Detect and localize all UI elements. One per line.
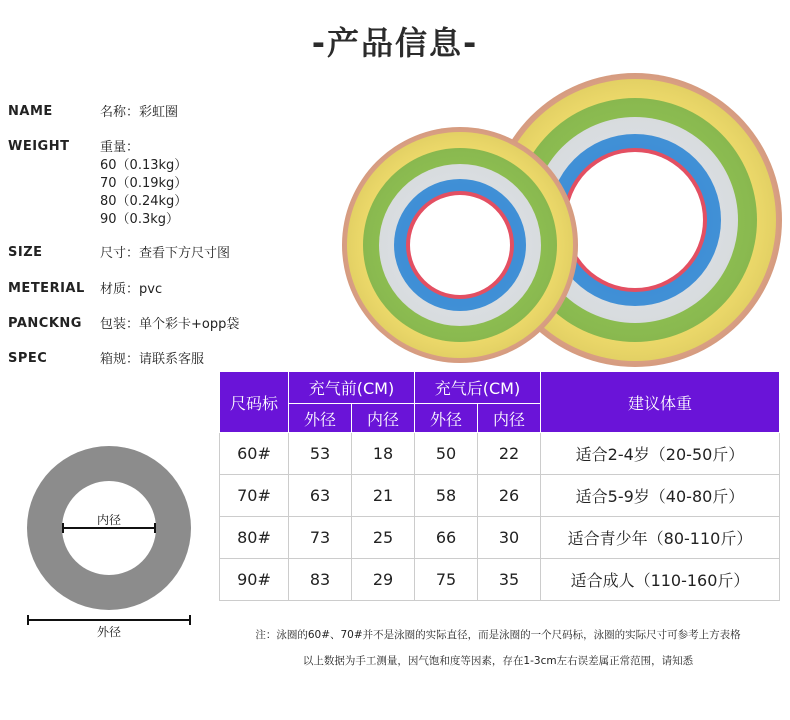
spec-key: SIZE xyxy=(8,245,43,260)
spec-value: 尺寸：查看下方尺寸图 xyxy=(100,246,231,261)
table-row xyxy=(220,433,780,475)
cell-weight: 适合成人（110-160斤） xyxy=(541,559,780,601)
cell-before-inner: 25 xyxy=(352,517,415,559)
spec-key: WEIGHT xyxy=(8,139,70,154)
cell-size: 70# xyxy=(220,475,289,517)
cell-after-inner: 30 xyxy=(478,517,541,559)
cell-after-outer: 50 xyxy=(415,433,478,475)
cell-size: 80# xyxy=(220,517,289,559)
ring-size-diagram xyxy=(20,445,200,645)
spec-value: 材质：pvc xyxy=(100,282,163,297)
spec-value: 重量： 60（0.13kg） 70（0.19kg） 80（0.24kg） 90（0.3kg） xyxy=(100,140,188,227)
header-before: 充气前(CM) xyxy=(289,372,415,404)
header-inner: 内径 xyxy=(352,404,415,433)
table-row xyxy=(220,517,780,559)
cell-before-outer: 53 xyxy=(289,433,352,475)
header-weight: 建议体重 xyxy=(541,372,780,433)
cell-before-outer: 63 xyxy=(289,475,352,517)
outer-label: 外径 xyxy=(96,625,122,639)
spec-key: NAME xyxy=(8,104,53,119)
spec-value: 包装：单个彩卡+opp袋 xyxy=(100,317,240,332)
small-ring xyxy=(342,127,578,363)
cell-size: 90# xyxy=(220,559,289,601)
size-table xyxy=(219,371,780,601)
inner-label: 内径 xyxy=(96,513,122,527)
cell-after-outer: 58 xyxy=(415,475,478,517)
page-title: -产品信息- xyxy=(311,24,479,62)
cell-after-outer: 66 xyxy=(415,517,478,559)
cell-before-outer: 73 xyxy=(289,517,352,559)
spec-key: METERIAL xyxy=(8,281,85,296)
cell-size: 60# xyxy=(220,433,289,475)
cell-before-inner: 29 xyxy=(352,559,415,601)
table-row xyxy=(220,475,780,517)
spec-key: PANCKNG xyxy=(8,316,82,331)
cell-before-outer: 83 xyxy=(289,559,352,601)
header-outer: 外径 xyxy=(415,404,478,433)
header-after: 充气后(CM) xyxy=(415,372,541,404)
cell-after-inner: 26 xyxy=(478,475,541,517)
cell-after-inner: 22 xyxy=(478,433,541,475)
cell-before-inner: 18 xyxy=(352,433,415,475)
note-line-2: 以上数据为手工测量，因气饱和度等因素，存在1-3cm左右误差属正常范围，请知悉 xyxy=(302,655,694,667)
header-outer: 外径 xyxy=(289,404,352,433)
cell-after-inner: 35 xyxy=(478,559,541,601)
cell-before-inner: 21 xyxy=(352,475,415,517)
note-line-1: 注：泳圈的60#、70#并不是泳圈的实际直径，而是泳圈的一个尺码标，泳圈的实际尺寸可参考上方表格 xyxy=(255,629,741,641)
table-row xyxy=(220,559,780,601)
spec-value: 箱规：请联系客服 xyxy=(100,352,205,367)
cell-weight: 适合2-4岁（20-50斤） xyxy=(541,433,780,475)
cell-weight: 适合5-9岁（40-80斤） xyxy=(541,475,780,517)
spec-value: 名称：彩虹圈 xyxy=(100,105,179,120)
spec-key: SPEC xyxy=(8,351,48,366)
rainbow-rings-image xyxy=(330,60,790,370)
header-size: 尺码标 xyxy=(220,372,289,433)
header-inner: 内径 xyxy=(478,404,541,433)
cell-after-outer: 75 xyxy=(415,559,478,601)
cell-weight: 适合青少年（80-110斤） xyxy=(541,517,780,559)
